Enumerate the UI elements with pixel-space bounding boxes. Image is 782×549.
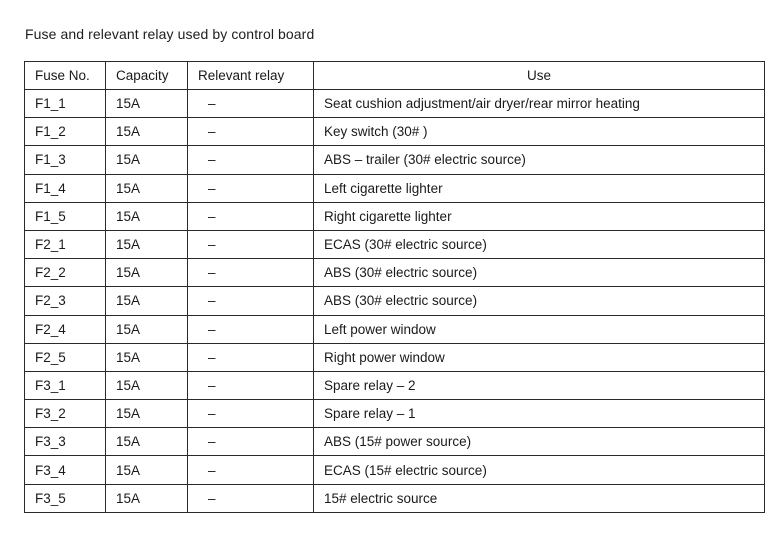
table-row	[25, 90, 765, 118]
fuse-no-cell: F3_2	[25, 400, 106, 428]
capacity-cell: 15A	[106, 90, 188, 118]
capacity-cell: 15A	[106, 400, 188, 428]
use-cell: Seat cushion adjustment/air dryer/rear mirror heating	[314, 90, 765, 118]
use-cell: 15# electric source	[314, 484, 765, 512]
use-cell: Key switch (30# )	[314, 118, 765, 146]
use-cell: ABS – trailer (30# electric source)	[314, 146, 765, 174]
table-row	[25, 259, 765, 287]
fuse-no-cell: F2_5	[25, 343, 106, 371]
relay-cell: –	[188, 315, 314, 343]
use-cell: Spare relay – 2	[314, 371, 765, 399]
header-relevant-relay: Relevant relay	[188, 62, 314, 90]
capacity-cell: 15A	[106, 202, 188, 230]
capacity-cell: 15A	[106, 287, 188, 315]
capacity-cell: 15A	[106, 315, 188, 343]
use-cell: ECAS (30# electric source)	[314, 230, 765, 258]
relay-cell: –	[188, 90, 314, 118]
fuse-no-cell: F2_3	[25, 287, 106, 315]
capacity-cell: 15A	[106, 428, 188, 456]
header-capacity: Capacity	[106, 62, 188, 90]
fuse-no-cell: F1_1	[25, 90, 106, 118]
fuse-table	[24, 61, 765, 513]
relay-cell: –	[188, 371, 314, 399]
relay-cell: –	[188, 118, 314, 146]
capacity-cell: 15A	[106, 456, 188, 484]
fuse-no-cell: F1_3	[25, 146, 106, 174]
relay-cell: –	[188, 484, 314, 512]
capacity-cell: 15A	[106, 484, 188, 512]
table-row	[25, 174, 765, 202]
header-row	[25, 62, 765, 90]
capacity-cell: 15A	[106, 118, 188, 146]
relay-cell: –	[188, 259, 314, 287]
table-row	[25, 230, 765, 258]
header-use: Use	[314, 62, 765, 90]
fuse-no-cell: F2_1	[25, 230, 106, 258]
fuse-no-cell: F1_4	[25, 174, 106, 202]
use-cell: Spare relay – 1	[314, 400, 765, 428]
use-cell: ABS (15# power source)	[314, 428, 765, 456]
use-cell: ABS (30# electric source)	[314, 287, 765, 315]
fuse-no-cell: F1_5	[25, 202, 106, 230]
relay-cell: –	[188, 202, 314, 230]
use-cell: Right power window	[314, 343, 765, 371]
capacity-cell: 15A	[106, 259, 188, 287]
relay-cell: –	[188, 456, 314, 484]
table-row	[25, 400, 765, 428]
use-cell: ECAS (15# electric source)	[314, 456, 765, 484]
use-cell: Left power window	[314, 315, 765, 343]
use-cell: ABS (30# electric source)	[314, 259, 765, 287]
table-row	[25, 343, 765, 371]
capacity-cell: 15A	[106, 371, 188, 399]
fuse-no-cell: F3_1	[25, 371, 106, 399]
capacity-cell: 15A	[106, 230, 188, 258]
fuse-no-cell: F3_5	[25, 484, 106, 512]
table-row	[25, 428, 765, 456]
fuse-no-cell: F3_4	[25, 456, 106, 484]
table-row	[25, 146, 765, 174]
fuse-no-cell: F2_2	[25, 259, 106, 287]
use-cell: Left cigarette lighter	[314, 174, 765, 202]
table-row	[25, 456, 765, 484]
table-row	[25, 202, 765, 230]
relay-cell: –	[188, 343, 314, 371]
relay-cell: –	[188, 400, 314, 428]
relay-cell: –	[188, 428, 314, 456]
table-row	[25, 484, 765, 512]
relay-cell: –	[188, 174, 314, 202]
fuse-no-cell: F3_3	[25, 428, 106, 456]
use-cell: Right cigarette lighter	[314, 202, 765, 230]
table-row	[25, 371, 765, 399]
fuse-no-cell: F2_4	[25, 315, 106, 343]
capacity-cell: 15A	[106, 174, 188, 202]
table-row	[25, 287, 765, 315]
capacity-cell: 15A	[106, 343, 188, 371]
relay-cell: –	[188, 230, 314, 258]
fuse-no-cell: F1_2	[25, 118, 106, 146]
header-fuse-no: Fuse No.	[25, 62, 106, 90]
table-row	[25, 315, 765, 343]
relay-cell: –	[188, 146, 314, 174]
table-caption: Fuse and relevant relay used by control board	[25, 26, 315, 42]
capacity-cell: 15A	[106, 146, 188, 174]
table-row	[25, 118, 765, 146]
relay-cell: –	[188, 287, 314, 315]
